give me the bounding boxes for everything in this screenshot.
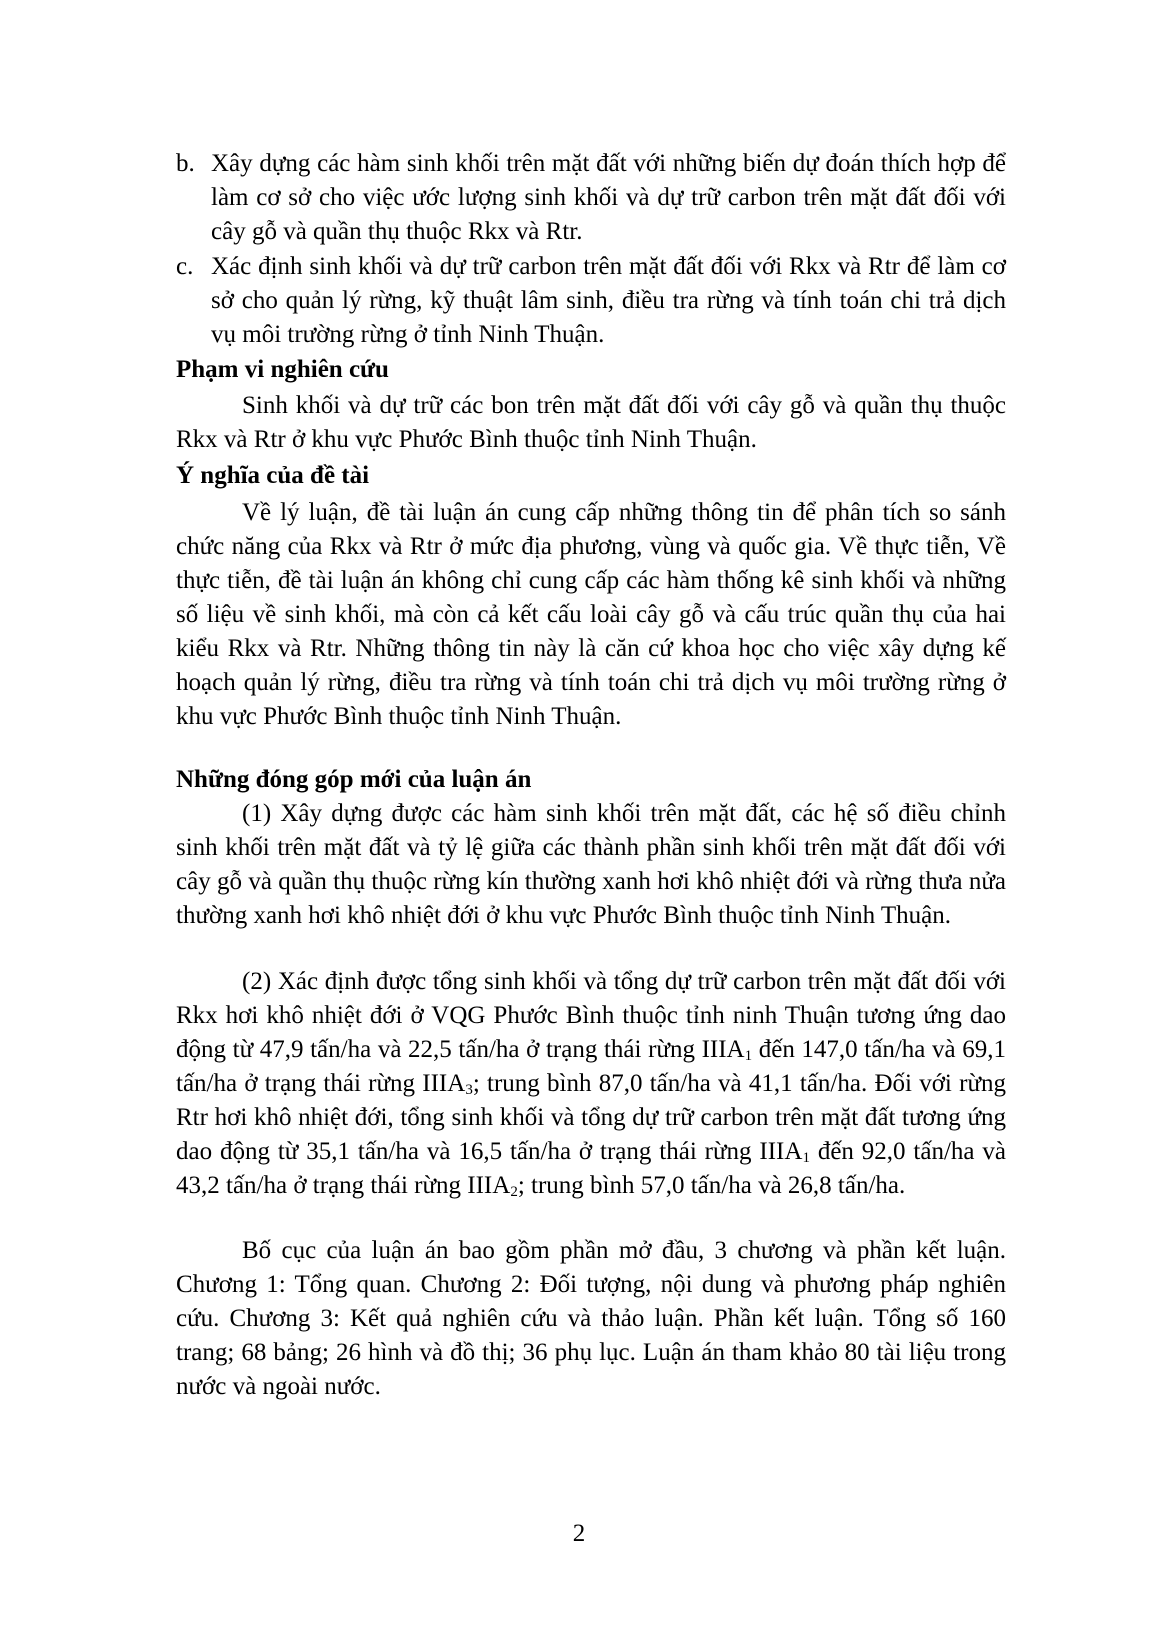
text-run: đến 92,0 tấn/ha và 43,2 tấn/ha ở trạng thái rừng IIIA bbox=[176, 1138, 1006, 1199]
page-number: 2 bbox=[572, 1520, 586, 1547]
structure-paragraph: Bố cục của luận án bao gồm phần mở đầu, 3 chương và phần kết luận. Chương 1: Tổng quan. Chương 2: Đối tượng, nội dung và phương pháp nghiên cứu. Chương 3: Kết quả nghiên cứu và thảo luận. Phần kết luận. Tổng số 160 trang; 68 bảng; 26 hình và đồ thị; 36 phụ lục. Luận án tham khảo 80 tài liệu trong nước và ngoài nước. bbox=[176, 1237, 1006, 1400]
objective-item-b bbox=[176, 147, 1006, 249]
subscript: 1 bbox=[802, 1150, 810, 1166]
significance-heading: Ý nghĩa của đề tài bbox=[176, 462, 370, 489]
text-run: ; trung bình 87,0 tấn/ha và 41,1 tấn/ha. Đối với rừng Rtr hơi khô nhiệt đới, tổng sinh khối và tổng dự trữ carbon trên mặt đất tương ứng dao động từ 35,1 tấn/ha và 16,5 tấn/ha ở trạng thái rừng IIIA bbox=[176, 1070, 1006, 1165]
contributions-heading: Những đóng góp mới của luận án bbox=[176, 766, 532, 793]
list-marker: b. bbox=[176, 150, 195, 177]
objective-item-c bbox=[176, 250, 1006, 352]
list-marker: c. bbox=[176, 253, 194, 280]
subscript: 2 bbox=[510, 1184, 518, 1200]
text-run: (2) Xác định được tổng sinh khối và tổng dự trữ carbon trên mặt đất đối với Rkx hơi khô nhiệt đới ở VQG Phước Bình thuộc tỉnh ninh Thuận tương ứng dao động từ 47,9 tấn/ha và 22,5 tấn/ha ở trạng thái rừng IIIA bbox=[176, 968, 1006, 1063]
contribution-paragraph-2 bbox=[176, 965, 1006, 1203]
subscript: 1 bbox=[744, 1048, 753, 1064]
text-run: ; trung bình 57,0 tấn/ha và 26,8 tấn/ha. bbox=[517, 1172, 906, 1199]
scope-heading: Phạm vi nghiên cứu bbox=[176, 356, 389, 383]
list-item-text: Xác định sinh khối và dự trữ carbon trên mặt đất đối với Rkx và Rtr để làm cơ sở cho quản lý rừng, kỹ thuật lâm sinh, điều tra rừng và tính toán chi trả dịch vụ môi trường rừng ở tỉnh Ninh Thuận. bbox=[211, 253, 1006, 348]
list-item-text: Xây dựng các hàm sinh khối trên mặt đất với những biến dự đoán thích hợp để làm cơ sở cho việc ước lượng sinh khối và dự trữ carbon trên mặt đất đối với cây gỗ và quần thụ thuộc Rkx và Rtr. bbox=[211, 150, 1006, 245]
text-run: đến 147,0 tấn/ha và 69,1 tấn/ha ở trạng thái rừng IIIA bbox=[176, 1036, 1006, 1097]
contribution-paragraph-1: (1) Xây dựng được các hàm sinh khối trên mặt đất, các hệ số điều chỉnh sinh khối trên mặt đất và tỷ lệ giữa các thành phần sinh khối trên mặt đất đối với cây gỗ và quần thụ thuộc rừng kín thường xanh hơi khô nhiệt đới và rừng thưa nửa thường xanh hơi khô nhiệt đới ở khu vực Phước Bình thuộc tỉnh Ninh Thuận. bbox=[176, 800, 1006, 929]
subscript: 3 bbox=[465, 1082, 473, 1098]
scope-paragraph: Sinh khối và dự trữ các bon trên mặt đất đối với cây gỗ và quần thụ thuộc Rkx và Rtr ở khu vực Phước Bình thuộc tỉnh Ninh Thuận. bbox=[176, 392, 1006, 453]
significance-paragraph: Về lý luận, đề tài luận án cung cấp những thông tin để phân tích so sánh chức năng của Rkx và Rtr ở mức địa phương, vùng và quốc gia. Về thực tiễn, Về thực tiễn, đề tài luận án không chỉ cung cấp các hàm thống kê sinh khối và những số liệu về sinh khối, mà còn cả kết cấu loài cây gỗ và cấu trúc quần thụ của hai kiểu Rkx và Rtr. Những thông tin này là căn cứ khoa học cho việc xây dựng kế hoạch quản lý rừng, điều tra rừng và tính toán chi trả dịch vụ môi trường rừng ở khu vực Phước Bình thuộc tỉnh Ninh Thuận. bbox=[176, 499, 1006, 730]
